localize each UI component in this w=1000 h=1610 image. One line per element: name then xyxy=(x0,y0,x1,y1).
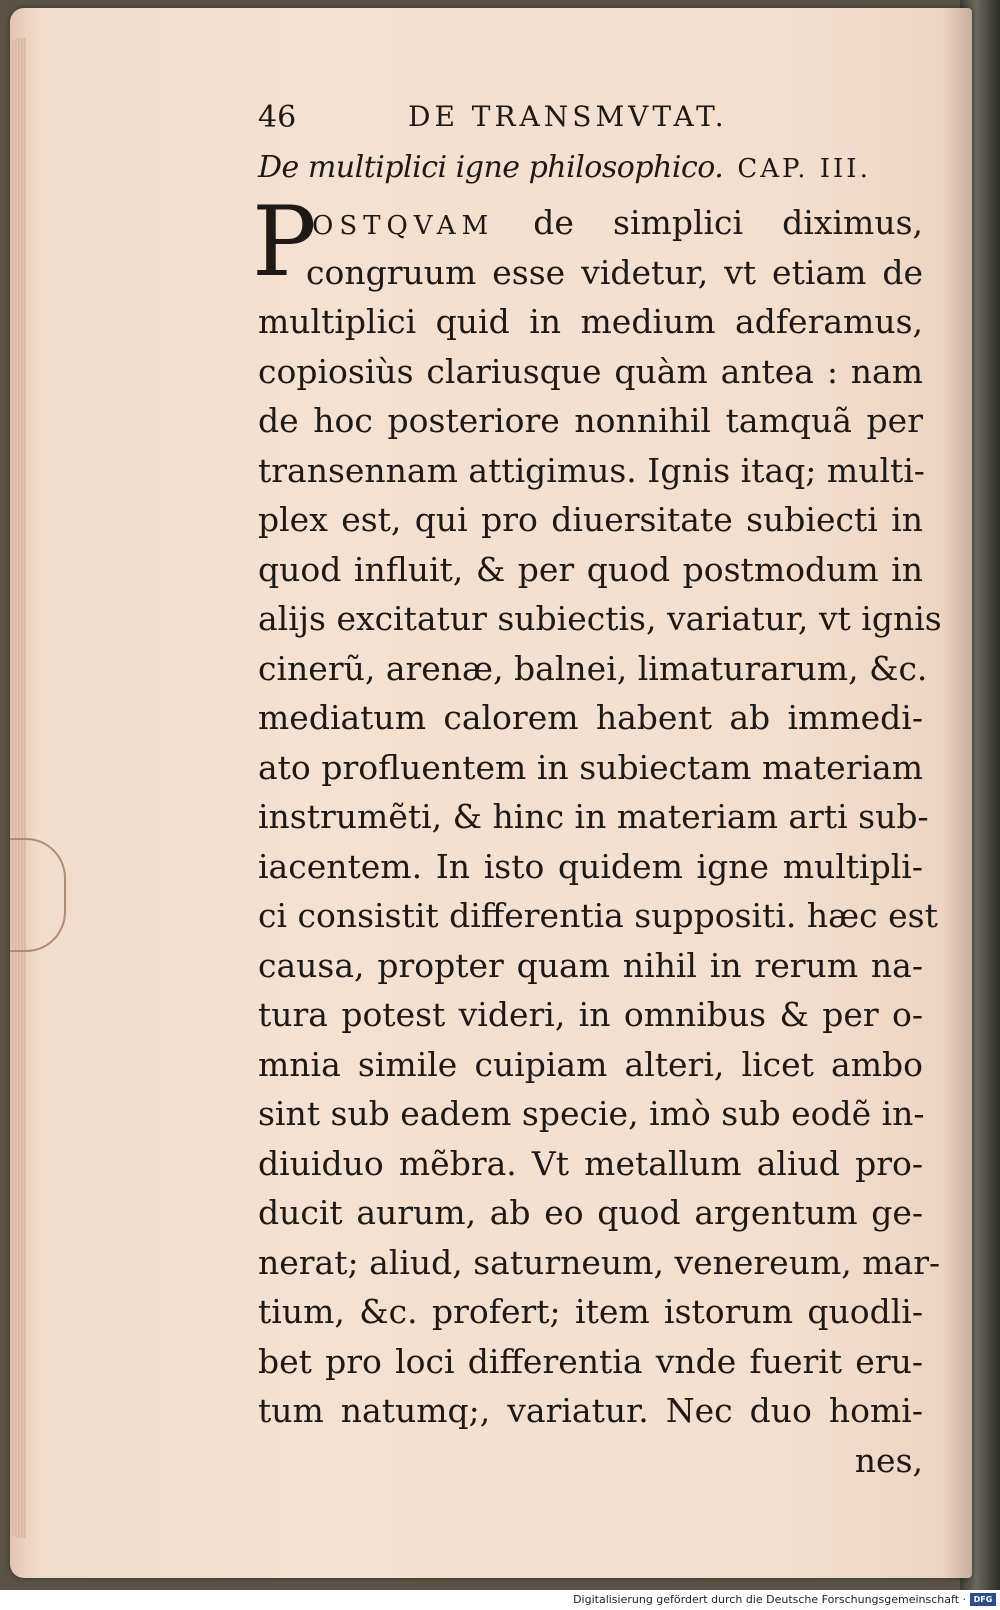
text-line: ci consistit differentia suppositi. hæc est xyxy=(258,896,938,935)
chapter-number: CAP. III. xyxy=(737,154,871,184)
text-line: instrumẽti, & hinc in materiam arti sub- xyxy=(258,797,929,836)
chapter-title: De multiplici igne philosophico. xyxy=(258,150,724,185)
text-line: tium, &c. profert; item istorum quodli- xyxy=(258,1292,923,1331)
catchword: nes, xyxy=(854,1440,923,1480)
body-text xyxy=(252,186,942,1485)
text-block xyxy=(252,100,942,1485)
text-line: bet pro loci differentia vnde fuerit eru- xyxy=(258,1341,923,1381)
text-line: tum natumq;, variatur. Nec duo homi- xyxy=(258,1391,923,1430)
text-line: nerat; aliud, saturneum, venereum, mar- xyxy=(258,1242,941,1282)
dfg-logo: DFG xyxy=(970,1593,996,1606)
text-line: mnia simile cuipiam alteri, licet ambo xyxy=(258,1044,923,1084)
text-line: multiplici quid in medium adferamus, xyxy=(258,302,923,341)
text-line: tura potest videri, in omnibus & per o- xyxy=(258,995,923,1034)
running-title: DE TRANSMVTAT. xyxy=(408,100,728,133)
drop-cap: P xyxy=(252,186,317,298)
text-line: plex est, qui pro diuersitate subiecti in xyxy=(258,500,923,539)
text-line xyxy=(258,198,923,248)
chapter-heading xyxy=(258,150,923,198)
footer-credit: Digitalisierung gefördert durch die Deutsche Forschungsgemeinschaft · xyxy=(573,1593,966,1606)
book-clasp xyxy=(10,838,66,952)
footer-bar xyxy=(0,1590,1000,1610)
text-line: de hoc posteriore nonnihil tamquã per xyxy=(258,401,923,440)
text-line: alijs excitatur subiectis, variatur, vt ignis xyxy=(258,599,942,638)
text-line: copiosiùs clariusque quàm antea : nam xyxy=(258,351,923,391)
gutter-shadow xyxy=(942,8,972,1578)
text-line: quod influit, & per quod postmodum in xyxy=(258,549,923,589)
text-line: cinerũ, arenæ, balnei, limaturarum, &c. xyxy=(258,648,928,688)
text-line: ducit aurum, ab eo quod argentum ge- xyxy=(258,1193,923,1232)
running-head xyxy=(258,100,923,150)
page-edges xyxy=(10,38,26,1538)
text-line: transennam attigimus. Ignis itaq; multi- xyxy=(258,450,925,490)
text-line: ato profluentem in subiectam materiam xyxy=(258,747,923,787)
text-line: sint sub eadem specie, imò sub eodẽ in- xyxy=(258,1094,925,1133)
page-number: 46 xyxy=(258,100,297,135)
text-line: mediatum calorem habent ab immedi- xyxy=(258,698,923,737)
first-word-caps: OSTQVAM xyxy=(312,211,495,241)
text-line: congruum esse videtur, vt etiam de xyxy=(306,252,923,292)
text-line: iacentem. In isto quidem igne multipli- xyxy=(258,846,923,886)
text-line: causa, propter quam nihil in rerum na- xyxy=(258,945,923,985)
line-text: de simplici diximus, xyxy=(533,203,923,242)
text-line: diuiduo mẽbra. Vt metallum aliud pro- xyxy=(258,1143,923,1183)
